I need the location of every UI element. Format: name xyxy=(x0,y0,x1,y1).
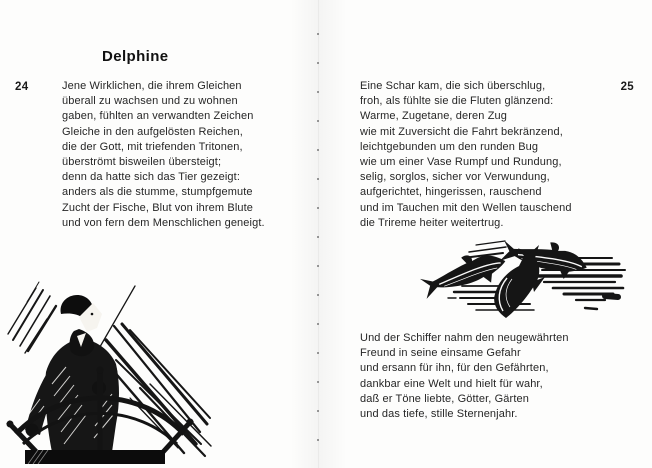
poem-line: Eine Schar kam, die sich überschlug, xyxy=(360,80,546,92)
poem-line: und im Tauchen mit den Wellen tauschend xyxy=(360,201,572,214)
poem-line: überströmt bisweilen übersteigt; xyxy=(62,156,222,169)
poem-line: Freund in seine einsame Gefahr xyxy=(360,347,521,360)
poem-line: anders als die stumme, stumpfgemute xyxy=(62,186,253,199)
page-number-left: 24 xyxy=(15,81,29,93)
poem-line: daß er Töne liebte, Götter, Gärten xyxy=(360,392,529,405)
poem-line: die Trireme heiter weitertrug. xyxy=(360,216,504,229)
helmsman-figure xyxy=(25,295,119,452)
poem-line: und von fern dem Menschlichen geneigt. xyxy=(62,216,265,229)
poem-line: Warme, Zugetane, deren Zug xyxy=(360,110,508,123)
poem-line: Zucht der Fische, Blut von ihrem Blute xyxy=(62,201,254,214)
poem-line: leichtgebunden um den runden Bug xyxy=(360,140,539,153)
helmsman-woodcut-illustration xyxy=(2,272,214,466)
poem-line: froh, als fühlte sie die Fluten glänzend: xyxy=(360,95,554,108)
poem-line: Jene Wirklichen, die ihrem Gleichen xyxy=(62,80,242,92)
poem-line: Und der Schiffer nahm den neugewährten xyxy=(360,332,569,344)
poem-line: selig, sorglos, sicher vor Verwundung, xyxy=(360,171,550,184)
poem-line: und ersann für ihn, für den Gefährten, xyxy=(360,362,549,375)
wheel-pedestal xyxy=(25,450,165,464)
poem-stanza-1 xyxy=(62,79,265,231)
poem-line: wie um einer Vase Rumpf und Rundung, xyxy=(360,156,562,169)
binding-stitches xyxy=(317,6,319,466)
poem-line: denn da hatte sich das Tier gezeigt: xyxy=(62,171,240,184)
poem-line: und das tiefe, stille Sternenjahr. xyxy=(360,408,518,421)
poem-line: dankbar eine Welt und hielt für wahr, xyxy=(360,377,543,390)
poem-line: gaben, fühlten an verwandten Zeichen xyxy=(62,110,254,123)
poem-line: wie mit Zuversicht die Fahrt bekränzend, xyxy=(360,125,563,138)
gutter-shadow-right xyxy=(319,0,347,468)
poem-line: Gleiche in den aufgelösten Reichen, xyxy=(62,125,243,138)
poem-line: die der Gott, mit triefenden Tritonen, xyxy=(62,140,243,153)
poem-title: Delphine xyxy=(102,48,169,65)
poem-stanza-2 xyxy=(360,79,572,231)
poem-line: aufgerichtet, hingerissen, rauschend xyxy=(360,186,542,199)
dolphins-woodcut-illustration xyxy=(406,230,636,326)
poem-stanza-3 xyxy=(360,331,569,422)
poem-line: überall zu wachsen und zu wohnen xyxy=(62,95,238,108)
gutter-shadow-left xyxy=(290,0,318,468)
page-number-right: 25 xyxy=(620,81,634,93)
